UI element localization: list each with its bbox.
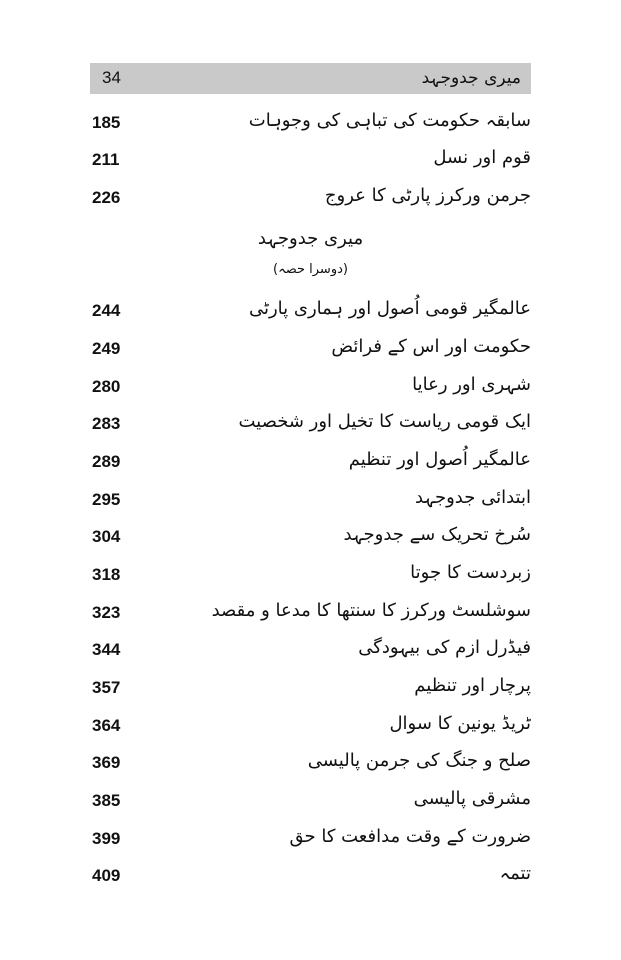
- toc-title: جرمن ورکرز پارٹی کا عروج: [324, 185, 531, 206]
- toc-title: صلح و جنگ کی جرمن پالیسی: [307, 750, 531, 771]
- toc-title: عالمگیر قومی اُصول اور ہماری پارٹی: [248, 298, 531, 319]
- toc-title: پرچار اور تنظیم: [414, 675, 531, 696]
- toc-entry: [90, 788, 531, 818]
- section-title: میری جدوجہد: [257, 228, 364, 249]
- toc-page-number: 185: [92, 113, 121, 132]
- toc-title: مشرقی پالیسی: [413, 788, 531, 809]
- toc-page-number: 226: [92, 188, 121, 207]
- toc-entry: [90, 524, 531, 554]
- toc-title: ابتدائی جدوجہد: [414, 487, 531, 508]
- toc-title: حکومت اور اس کے فرائض: [331, 336, 531, 357]
- toc-entry: [90, 487, 531, 517]
- toc-entry: [90, 562, 531, 592]
- toc-entry: [90, 411, 531, 441]
- toc-entry: [90, 713, 531, 743]
- toc-entry: [90, 110, 531, 140]
- toc-title: زبردست کا جوتا: [410, 562, 531, 583]
- toc-page-number: 289: [92, 452, 121, 471]
- toc-entry: [90, 600, 531, 630]
- toc-entry: [90, 675, 531, 705]
- page-number: 34: [102, 68, 121, 87]
- toc-title: سُرخ تحریک سے جدوجہد: [343, 524, 531, 545]
- section-subtitle: (دوسرا حصہ): [273, 262, 348, 277]
- toc-page-number: 244: [92, 301, 121, 320]
- toc-entry: [90, 147, 531, 177]
- toc-title: فیڈرل ازم کی بیہودگی: [358, 637, 531, 658]
- toc-page-number: 385: [92, 791, 121, 810]
- toc-page-number: 304: [92, 527, 121, 546]
- toc-title: سابقہ حکومت کی تباہی کی وجوہات: [248, 110, 531, 131]
- toc-title: سوشلسٹ ورکرز کا سنتھا کا مدعا و مقصد: [211, 600, 531, 621]
- toc-page-number: 295: [92, 490, 121, 509]
- toc-page-number: 280: [92, 377, 121, 396]
- toc-entry: [90, 298, 531, 328]
- toc-page-number: 323: [92, 603, 121, 622]
- toc-title: عالمگیر اُصول اور تنظیم: [348, 449, 531, 470]
- toc-page-number: 283: [92, 414, 121, 433]
- toc-entry: [90, 449, 531, 479]
- toc-entry: [90, 637, 531, 667]
- toc-page-number: 318: [92, 565, 121, 584]
- toc-page-number: 369: [92, 753, 121, 772]
- toc-entry: [90, 336, 531, 366]
- toc-page-number: 409: [92, 866, 121, 885]
- toc-entry: [90, 863, 531, 893]
- toc-title: تتمہ: [499, 863, 531, 884]
- toc-title: ایک قومی ریاست کا تخیل اور شخصیت: [238, 411, 531, 432]
- running-header: [90, 63, 531, 94]
- toc-page-number: 249: [92, 339, 121, 358]
- toc-page-number: 211: [92, 150, 120, 169]
- toc-page-number: 399: [92, 829, 121, 848]
- toc-title: ضرورت کے وقت مدافعت کا حق: [289, 826, 531, 847]
- toc-title: قوم اور نسل: [433, 147, 531, 168]
- header-title: میری جدوجہد: [421, 68, 521, 88]
- toc-entry: [90, 374, 531, 404]
- toc-page-number: 357: [92, 678, 121, 697]
- toc-title: شہری اور رعایا: [412, 374, 531, 395]
- toc-page-number: 364: [92, 716, 121, 735]
- toc-entry: [90, 185, 531, 215]
- toc-page-number: 344: [92, 640, 121, 659]
- toc-entry: [90, 826, 531, 856]
- toc-title: ٹریڈ یونین کا سوال: [389, 713, 531, 734]
- toc-entry: [90, 750, 531, 780]
